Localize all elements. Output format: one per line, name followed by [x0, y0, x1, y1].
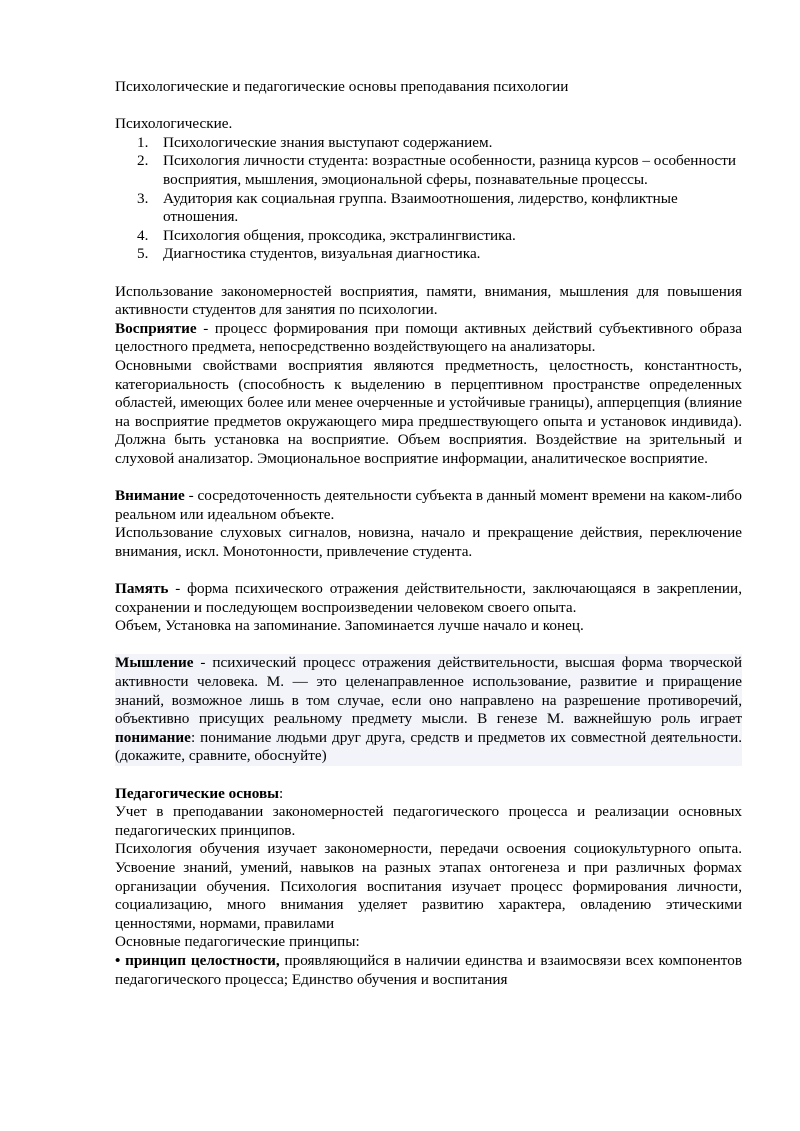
spacer: [115, 264, 742, 283]
attention-definition: [115, 487, 742, 524]
perception-properties: Основными свойствами восприятия являются предметность, целостность, константность, категориальность (способность к выделению в перцептивном пространстве определенных областей, имеющих более или менее очерченные и устойчивые границы), апперцепция (влияние на восприятие предметов окружающего мира предшествующего опыта и установок индивида). Должна быть установка на восприятие. Объем восприятия. Воздействие на зрительный и слуховой анализатор. Эмоциональное восприятие информации, аналитическое восприятие.: [115, 356, 742, 467]
spacer: [115, 97, 742, 116]
memory-definition-text: - форма психического отражения действительности, заключающаяся в закреплении, сохранении и последующем воспроизведении человеком своего опыта.: [115, 580, 742, 616]
principle-term: принцип целостности,: [125, 951, 280, 969]
spacer: [115, 636, 742, 655]
attention-term: Внимание: [115, 487, 185, 505]
perception-definition-text: - процесс формирования при помощи активных действий субъективного образа целостного предмета, непосредственно воздействующего на анализаторы.: [115, 319, 742, 356]
list-number: 4.: [137, 226, 149, 244]
thinking-definition-text: - психический процесс отражения действительности, высшая форма творческой активности человека. М. — это целенаправленное использование, развитие и приращение знаний, возможное лишь в том случае, если оно направлено на разрешение противоречий, объективно присущих реальному предмету мысли. В генезе М. важнейшую роль играет: [115, 654, 742, 728]
list-item-text: Аудитория как социальная группа. Взаимоотношения, лидерство, конфликтные отношения.: [163, 189, 678, 226]
principle-text: проявляющийся в наличии единства и взаимосвязи всех компонентов педагогического процесса; Единство обучения и воспитания: [115, 951, 742, 988]
perception-definition: [115, 320, 742, 357]
document-body: [115, 78, 742, 989]
spacer: [115, 561, 742, 580]
pedagogy-heading: [115, 785, 742, 804]
thinking-rest-text: : понимание людьми друг друга, средств и предметов их совместной деятельности. (докажите, сравните, обоснуйте): [115, 728, 742, 765]
list-item: [115, 152, 742, 189]
document-title: Психологические и педагогические основы преподавания психологии: [115, 78, 569, 95]
spacer: [115, 766, 742, 785]
memory-term: Память: [115, 580, 169, 598]
list-item-text: Психология общения, проксодика, экстралингвистика.: [163, 226, 516, 244]
list-item: [115, 245, 742, 264]
thinking-bold-word: понимание: [115, 728, 191, 746]
list-item: [115, 227, 742, 246]
list-number: 2.: [137, 152, 149, 170]
pedagogy-heading-colon: :: [279, 784, 284, 802]
usage-intro: Использование закономерностей восприятия, памяти, внимания, мышления для повышения активности студентов для занятия по психологии.: [115, 282, 742, 319]
memory-note: Объем, Установка на запоминание. Запоминается лучше начало и конец.: [115, 617, 584, 635]
memory-definition: [115, 580, 742, 617]
psych-list: [115, 134, 742, 264]
pedagogy-paragraph-2: Психология обучения изучает закономерности, передачи освоения социокультурного опыта. Усвоение знаний, умений, навыков на разных этапах онтогенеза и при различных формах организации обучения. Психология воспитания изучает процесс формирования личности, социализацию, много внимания уделяет развитию характера, овладению этическими ценностями, нормами, правилами: [115, 840, 742, 932]
attention-definition-text: - сосредоточенность деятельности субъекта в данный момент времени на каком-либо реальном или идеальном объекте.: [115, 487, 742, 523]
pedagogy-paragraph-1: Учет в преподавании закономерностей педагогического процесса и реализации основных педагогических принципов.: [115, 803, 742, 839]
thinking-definition: [115, 654, 742, 766]
principles-heading: Основные педагогические принципы:: [115, 933, 360, 951]
list-item: [115, 134, 742, 153]
bullet: •: [115, 951, 121, 969]
psych-heading: Психологические.: [115, 115, 233, 133]
thinking-term: Мышление: [115, 654, 194, 672]
list-number: 5.: [137, 245, 149, 263]
list-item-text: Психология личности студента: возрастные особенности, разница курсов – особенности восприятия, мышления, эмоциональной сферы, познавательные процессы.: [163, 152, 737, 188]
spacer: [115, 468, 742, 487]
perception-term: Восприятие: [115, 319, 197, 337]
list-item: [115, 190, 742, 227]
list-item-text: Диагностика студентов, визуальная диагностика.: [163, 245, 481, 263]
list-number: 3.: [137, 189, 149, 207]
pedagogy-heading-text: Педагогические основы: [115, 784, 280, 802]
attention-usage: Использование слуховых сигналов, новизна, начало и прекращение действия, переключение внимания, искл. Монотонности, привлечение студента.: [115, 524, 742, 560]
principle-item: [115, 952, 742, 989]
list-item-text: Психологические знания выступают содержанием.: [163, 133, 493, 151]
list-number: 1.: [137, 133, 149, 151]
